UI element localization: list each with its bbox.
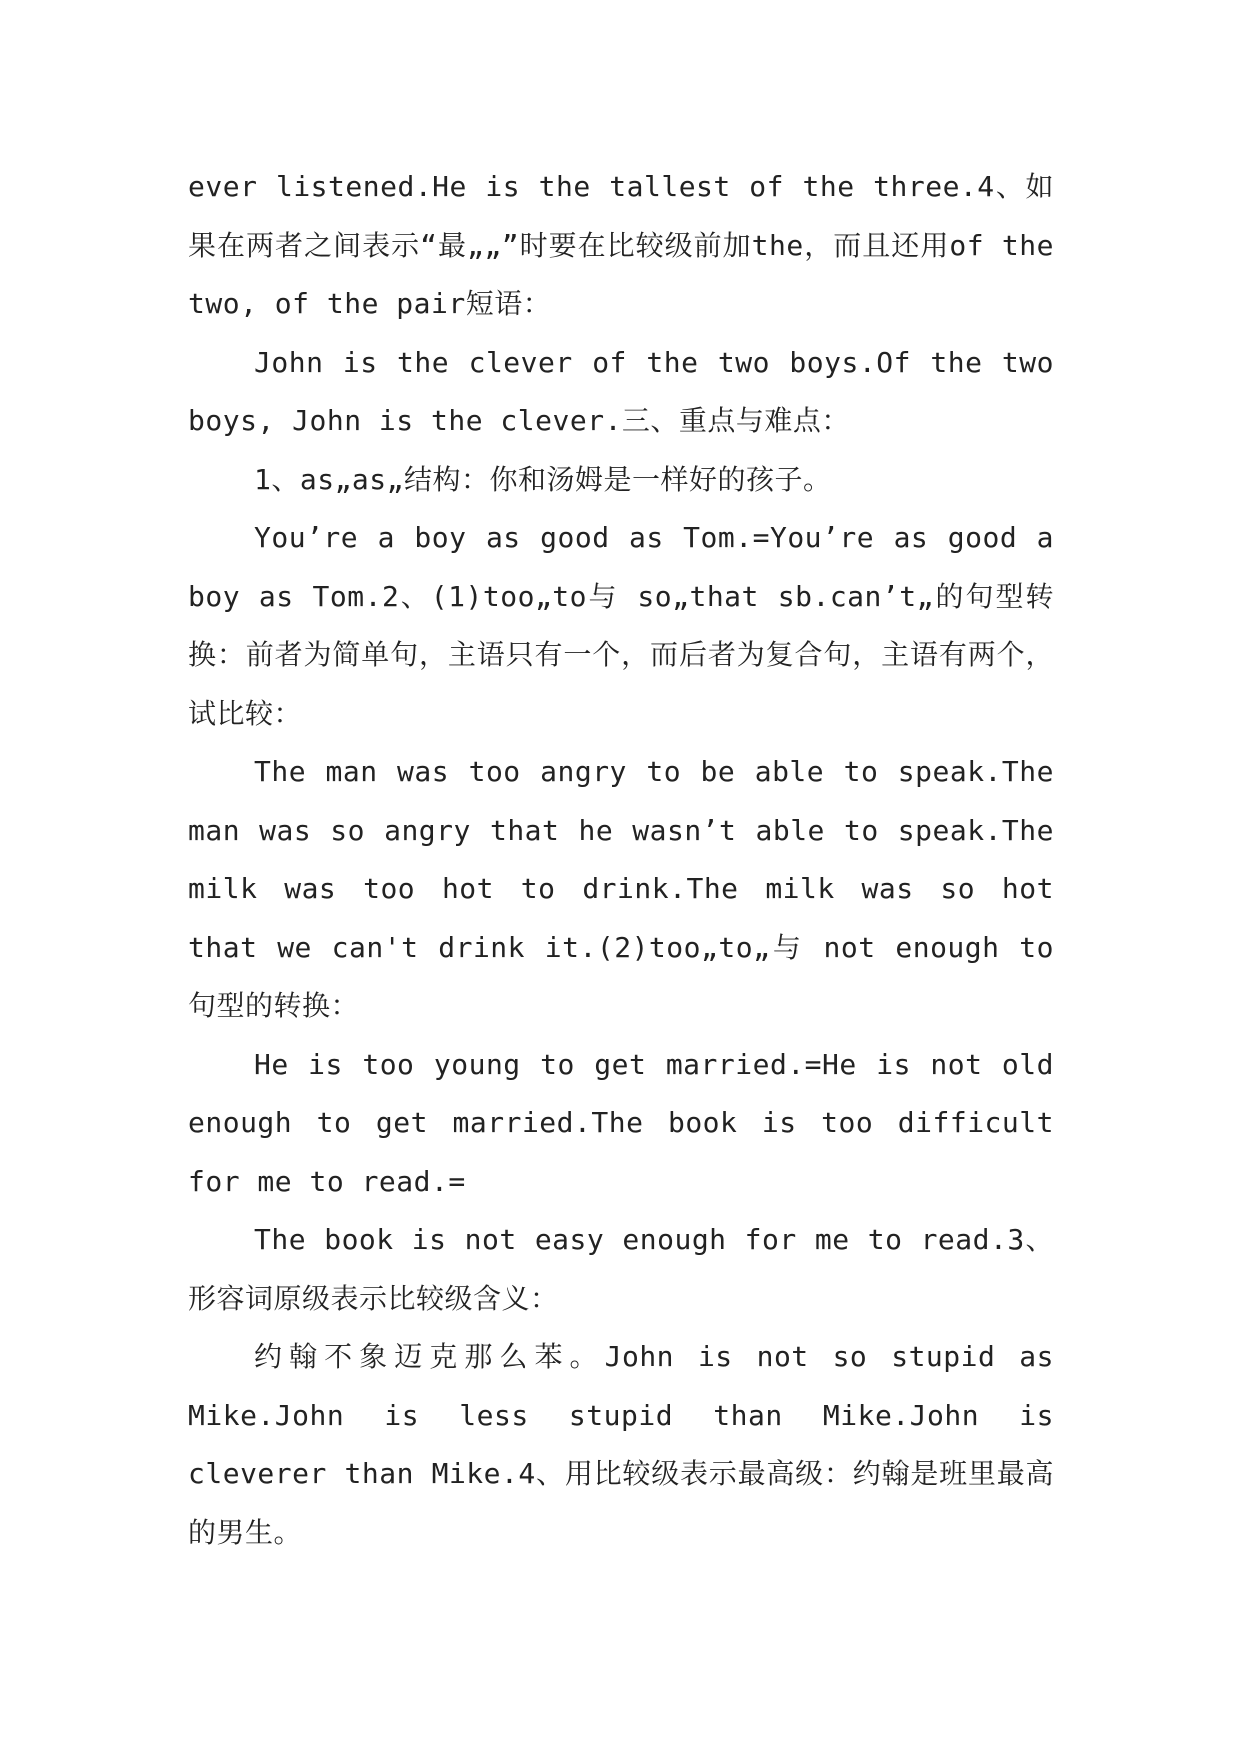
- paragraph-1: ever listened.He is the tallest of the three.4、如果在两者之间表示“最„„”时要在比较级前加the，而且还用of the two, of the pair短语：: [188, 170, 1054, 320]
- paragraph-5: The man was too angry to be able to speak.The man was so angry that he wasn’t able to speak.The milk was too hot to drink.The milk was so hot that we can't drink it.(2)too„to„与 not enough to句型的转换：: [188, 755, 1054, 1022]
- paragraph-2: John is the clever of the two boys.Of the two boys, John is the clever.三、重点与难点：: [188, 345, 1054, 437]
- paragraph-6: He is too young to get married.=He is not old enough to get married.The book is too difficult for me to read.=: [188, 1047, 1054, 1198]
- paragraph-4: You’re a boy as good as Tom.=You’re as good a boy as Tom.2、(1)too„to与 so„that sb.can’t„的句型转换：前者为简单句，主语只有一个，而后者为复合句，主语有两个，试比较：: [188, 521, 1054, 730]
- document-body: [188, 158, 1054, 1562]
- paragraph-3: 1、as„as„结构：你和汤姆是一样好的孩子。: [254, 462, 832, 496]
- paragraph-7: The book is not easy enough for me to read.3、形容词原级表示比较级含义：: [188, 1223, 1054, 1315]
- paragraph-8: 约翰不象迈克那么苯。John is not so stupid as Mike.John is less stupid than Mike.John is cleverer than Mike.4、用比较级表示最高级：约翰是班里最高的男生。: [188, 1340, 1054, 1549]
